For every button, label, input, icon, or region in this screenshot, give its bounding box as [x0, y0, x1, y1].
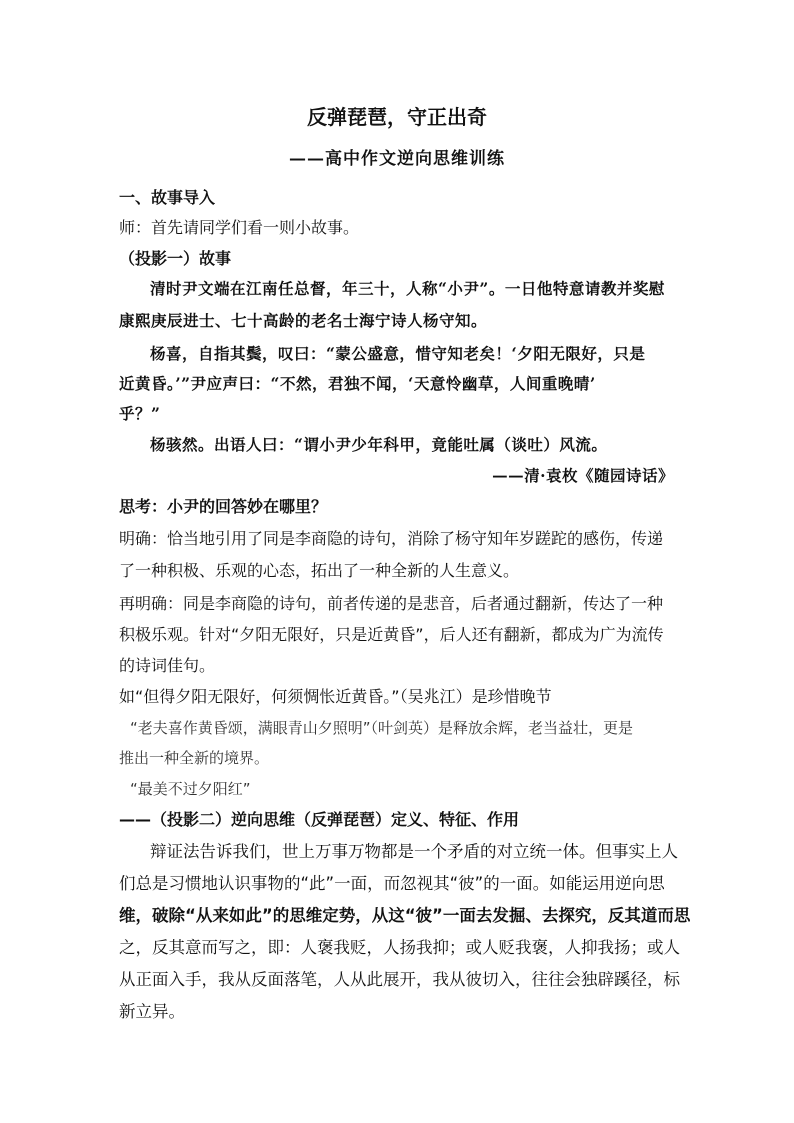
- section-heading-story: 一、故事导入: [119, 188, 216, 207]
- answer-line: 再明确：同是李商隐的诗句，前者传递的是悲音，后者通过翻新，传达了一种: [119, 594, 664, 613]
- body-line: 维，破除“从来如此”的思维定势，从这“彼”一面去发掘、去探究，反其道而思: [119, 906, 691, 925]
- story-line: 杨骇然。出语人曰：“谓小尹少年科甲，竟能吐属（谈吐）风流。: [150, 435, 608, 454]
- body-line: 辩证法告诉我们，世上万事万物都是一个矛盾的对立统一体。但事实上人: [150, 842, 678, 861]
- body-line: 新立异。: [119, 1002, 185, 1021]
- section-heading-projection-two: ——（投影二）逆向思维（反弹琵琶）定义、特征、作用: [119, 810, 520, 829]
- answer-line: 了一种积极、乐观的心态，拓出了一种全新的人生意义。: [119, 561, 520, 580]
- answer-line: 明确：恰当地引用了同是李商隐的诗句，消除了杨守知年岁蹉跎的感伤，传递: [119, 529, 664, 548]
- story-line: 近黄昏。’”尹应声曰：“不然，君独不闻，‘天意怜幽草，人间重晚晴’: [119, 374, 596, 393]
- answer-line: 积极乐观。针对“夕阳无限好，只是近黄昏”，后人还有翻新，都成为广为流传: [119, 625, 664, 644]
- page-title: 反弹琵琶，守正出奇: [307, 105, 487, 129]
- answer-line: “老夫喜作黄昏颂，满眼青山夕照明”（叶剑英）是释放余辉，老当益壮，更是: [130, 719, 634, 737]
- story-line: 杨喜，自指其鬓，叹曰：“蒙公盛意，惜守知老矣！‘夕阳无限好，只是: [150, 344, 646, 363]
- story-line: 清时尹文端在江南任总督，年三十，人称“小尹”。一日他特意请教并奖慰: [150, 279, 665, 298]
- story-line: 乎？”: [119, 404, 161, 423]
- answer-line: 推出一种全新的境界。: [119, 749, 270, 767]
- answer-line: 如“但得夕阳无限好，何须惆怅近黄昏。”（吴兆江）是珍惜晚节: [119, 687, 552, 706]
- story-line: 康熙庚辰进士、七十高龄的老名士海宁诗人杨守知。: [119, 311, 488, 330]
- body-line: 们总是习惯地认识事物的“此”一面，而忽视其“彼”的一面。如能运用逆向思: [119, 874, 665, 893]
- question: 思考：小尹的回答妙在哪里？: [119, 497, 328, 516]
- projection-one-label: （投影一）故事: [119, 249, 232, 268]
- teacher-line: 师：首先请同学们看一则小故事。: [119, 218, 360, 237]
- body-line: 之，反其意而写之，即：人褒我贬，人扬我抑；或人贬我褒，人抑我扬；或人: [119, 938, 680, 957]
- story-source: ——清·袁枚《随园诗话》: [492, 466, 674, 485]
- body-line: 从正面入手，我从反面落笔，人从此展开，我从彼切入，往往会独辟蹊径，标: [119, 970, 680, 989]
- page-subtitle: ——高中作文逆向思维训练: [289, 149, 505, 169]
- answer-line: 的诗词佳句。: [119, 656, 216, 675]
- answer-line: “最美不过夕阳红”: [130, 780, 251, 798]
